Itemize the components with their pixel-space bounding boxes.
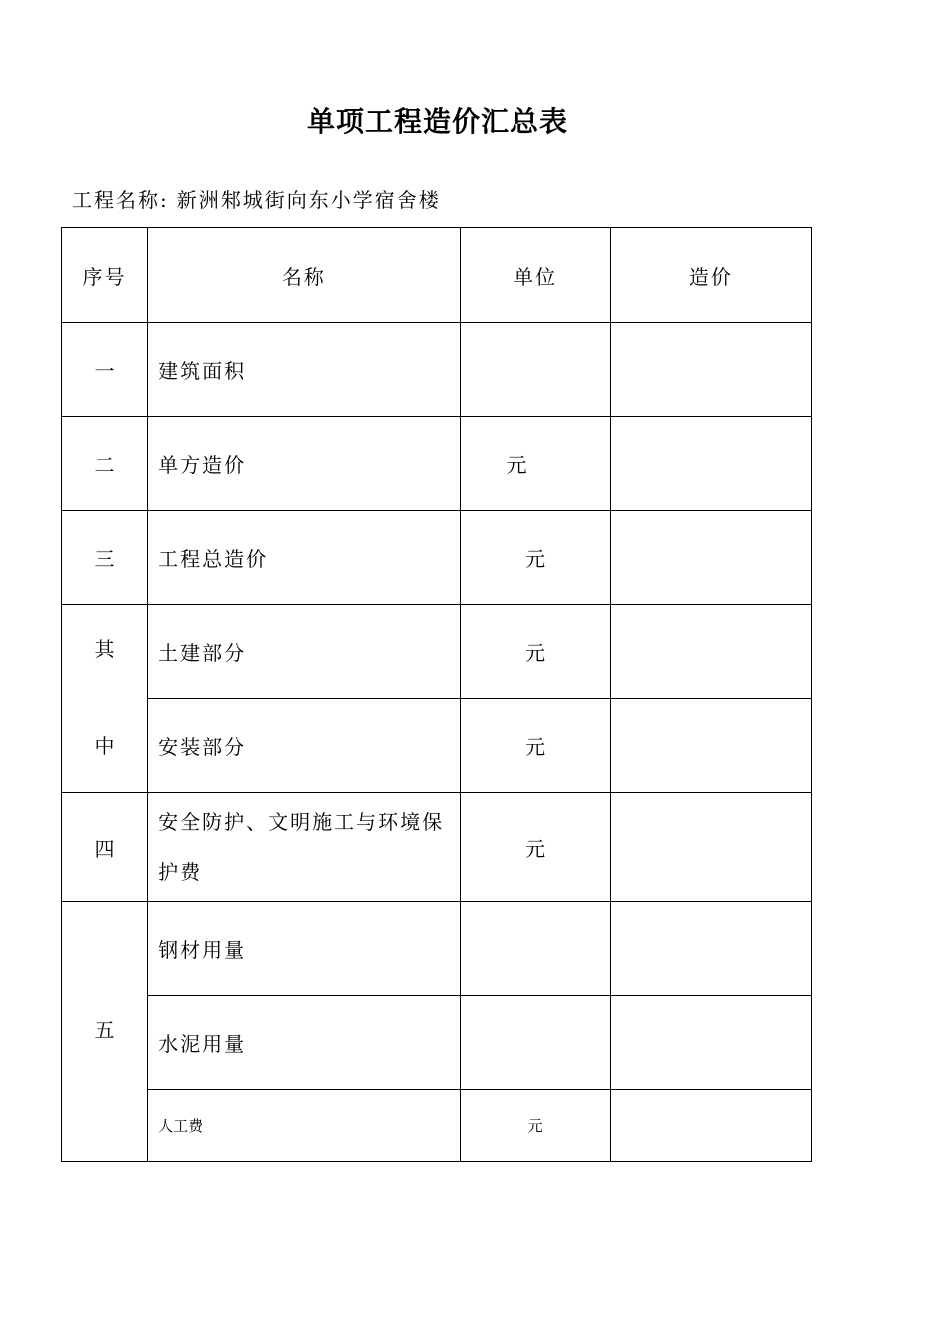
table-row: [62, 605, 812, 699]
row-name: 人工费: [148, 1090, 460, 1162]
row-no-merged: [62, 605, 148, 793]
row-price: [610, 902, 811, 996]
row-price: [610, 1090, 811, 1162]
row-name: 安全防护、文明施工与环境保护费: [148, 793, 460, 902]
row-price: [610, 323, 811, 417]
row-no: 一: [62, 323, 148, 417]
row-unit: 元: [460, 793, 610, 902]
row-name: 土建部分: [148, 605, 460, 699]
row-no: 四: [62, 793, 148, 902]
row-price: [610, 996, 811, 1090]
project-name-label: 工程名称:: [72, 188, 169, 212]
table-row: [62, 323, 812, 417]
table-row: [62, 1090, 812, 1162]
row-unit: 元: [460, 511, 610, 605]
row-name: 建筑面积: [148, 323, 460, 417]
row-price: [610, 793, 811, 902]
table-row: [62, 699, 812, 793]
row-unit: 元: [460, 699, 610, 793]
table-row: [62, 793, 812, 902]
row-no: 三: [62, 511, 148, 605]
header-name: 名称: [148, 228, 460, 323]
header-no: 序号: [62, 228, 148, 323]
row-price: [610, 699, 811, 793]
cost-summary-table: [61, 227, 812, 1162]
row-no-merged: 五: [62, 902, 148, 1162]
row-name: 安装部分: [148, 699, 460, 793]
table-header-row: [62, 228, 812, 323]
table-row: [62, 511, 812, 605]
table-row: [62, 996, 812, 1090]
row-name: 单方造价: [148, 417, 460, 511]
row-unit: [460, 902, 610, 996]
row-no-bottom: 中: [94, 734, 115, 758]
row-unit: 元: [460, 417, 610, 511]
row-name: 钢材用量: [148, 902, 460, 996]
row-unit: [460, 323, 610, 417]
row-price: [610, 417, 811, 511]
row-no: 二: [62, 417, 148, 511]
row-unit: 元: [460, 1090, 610, 1162]
table-row: [62, 417, 812, 511]
row-price: [610, 511, 811, 605]
row-price: [610, 605, 811, 699]
header-unit: 单位: [460, 228, 610, 323]
project-name-value: 新洲邾城街向东小学宿舍楼: [176, 188, 441, 212]
row-name: 水泥用量: [148, 996, 460, 1090]
project-name-line: [72, 184, 441, 213]
header-price: 造价: [610, 228, 811, 323]
row-no-top: 其: [94, 637, 115, 661]
row-name: 工程总造价: [148, 511, 460, 605]
page-title: 单项工程造价汇总表: [306, 105, 568, 138]
table-row: [62, 902, 812, 996]
row-unit: 元: [460, 605, 610, 699]
row-unit: [460, 996, 610, 1090]
